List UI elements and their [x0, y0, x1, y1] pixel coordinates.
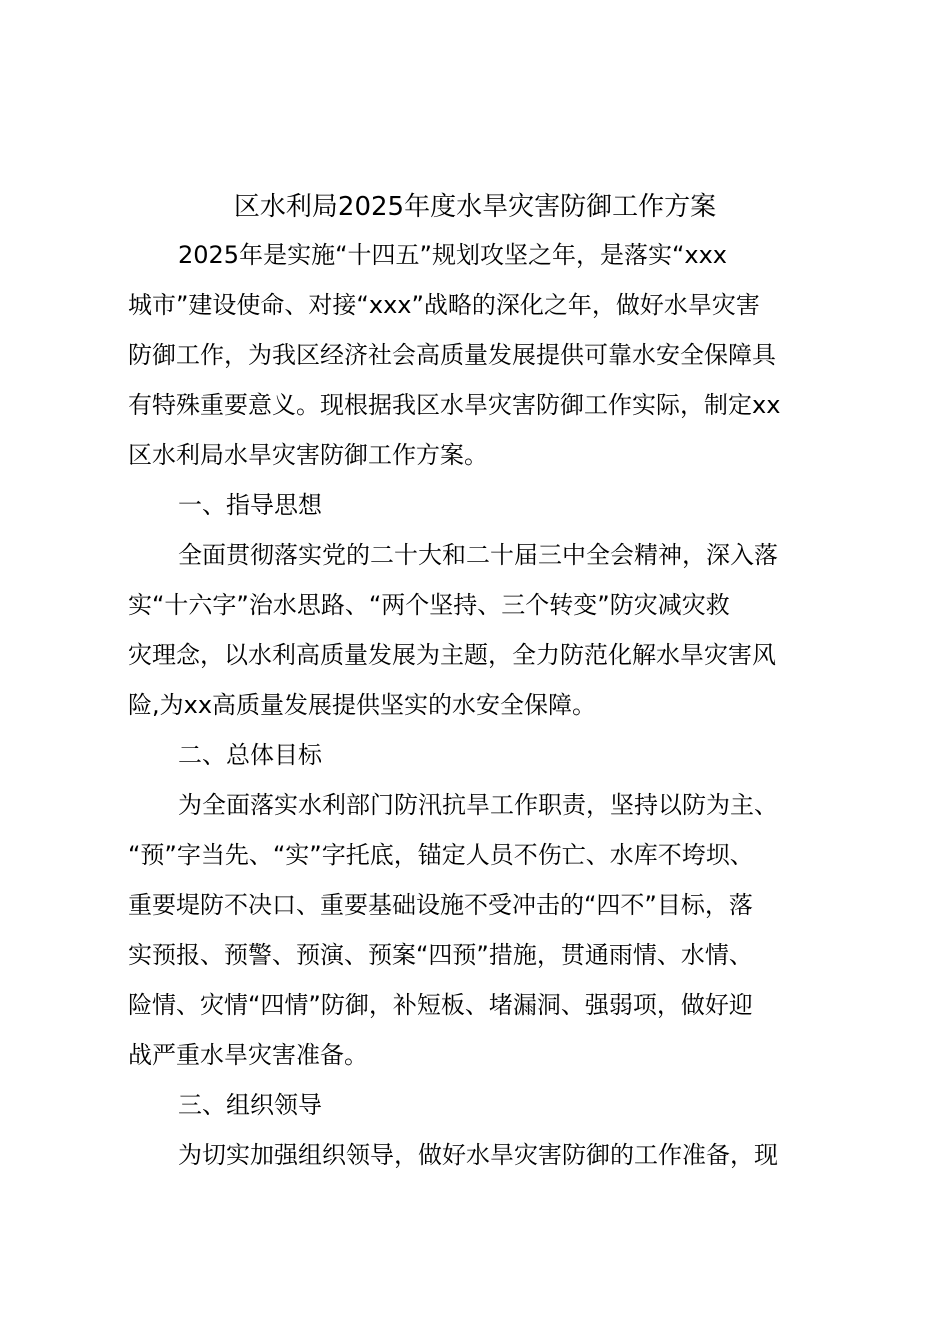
- paragraph-line: 全面贯彻落实党的二十大和二十届三中全会精神，深入落: [178, 541, 778, 569]
- paragraph-line: 险情、灾情“四情”防御，补短板、堵漏洞、强弱项，做好迎: [128, 991, 753, 1019]
- paragraph-line: “预”字当先、“实”字托底，锚定人员不伤亡、水库不垮坝、: [128, 841, 754, 869]
- document-title: 区水利局2025年度水旱灾害防御工作方案: [233, 192, 717, 222]
- paragraph-line: 防御工作，为我区经济社会高质量发展提供可靠水安全保障具: [128, 341, 776, 369]
- paragraph-line: 重要堤防不决口、重要基础设施不受冲击的“四不”目标，落: [128, 891, 753, 919]
- paragraph-line: 为切实加强组织领导，做好水旱灾害防御的工作准备，现: [178, 1141, 778, 1169]
- paragraph-line: 实预报、预警、预演、预案“四预”措施，贯通雨情、水情、: [128, 941, 753, 969]
- paragraph-line: 灾理念，以水利高质量发展为主题，全力防范化解水旱灾害风: [128, 641, 776, 669]
- paragraph-line: 险,为xx高质量发展提供坚实的水安全保障。: [128, 691, 597, 719]
- section-heading: 三、组织领导: [178, 1091, 322, 1119]
- section-heading: 一、指导思想: [178, 491, 322, 519]
- paragraph-line: 2025年是实施“十四五”规划攻坚之年，是落实“xxx: [178, 241, 727, 269]
- section-heading: 二、总体目标: [178, 741, 322, 769]
- paragraph-line: 区水利局水旱灾害防御工作方案。: [128, 441, 488, 469]
- paragraph-line: 实“十六字”治水思路、“两个坚持、三个转变”防灾减灾救: [128, 591, 730, 619]
- paragraph-line: 战严重水旱灾害准备。: [128, 1041, 368, 1069]
- paragraph-line: 为全面落实水利部门防汛抗旱工作职责，坚持以防为主、: [178, 791, 778, 819]
- paragraph-line: 有特殊重要意义。现根据我区水旱灾害防御工作实际，制定xx: [128, 391, 781, 419]
- paragraph-line: 城市”建设使命、对接“xxx”战略的深化之年，做好水旱灾害: [128, 291, 760, 319]
